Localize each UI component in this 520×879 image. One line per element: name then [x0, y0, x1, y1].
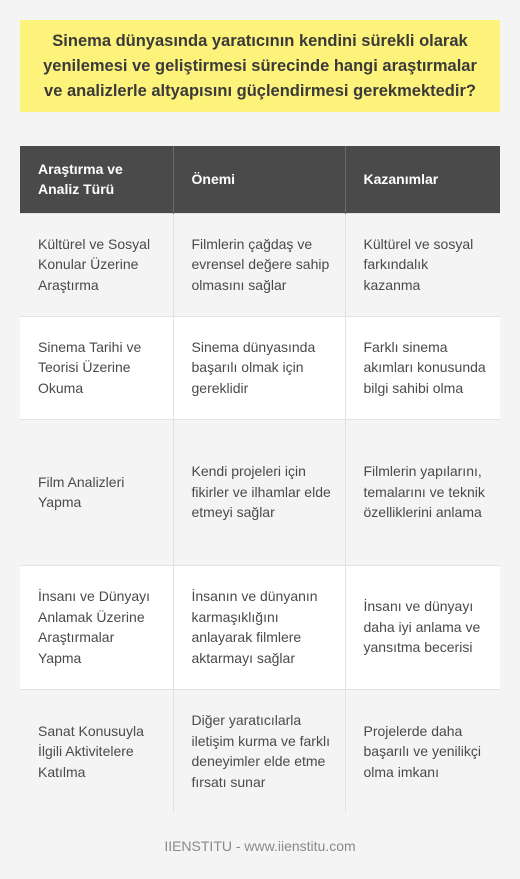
cell-gains: Projelerde daha başarılı ve yenilikçi olma imkanı	[345, 689, 500, 813]
cell-gains: Filmlerin yapılarını, temalarını ve teknik özelliklerini anlama	[345, 419, 500, 565]
page-title-text: Sinema dünyasında yaratıcının kendini sürekli olarak yenilemesi ve geliştirmesi sürecinde hangi araştırmalar ve analizlerle altyapısını güçlendirmesi gerekmektedir?	[43, 31, 477, 100]
page-title	[20, 20, 500, 112]
cell-research-type: İnsanı ve Dünyayı Anlamak Üzerine Araştırmalar Yapma	[20, 565, 173, 689]
cell-importance: Sinema dünyasında başarılı olmak için gereklidir	[173, 316, 345, 419]
cell-importance: Filmlerin çağdaş ve evrensel değere sahip olmasını sağlar	[173, 213, 345, 316]
cell-research-type: Sanat Konusuyla İlgili Aktivitelere Katılma	[20, 689, 173, 813]
cell-gains: Kültürel ve sosyal farkındalık kazanma	[345, 213, 500, 316]
table-row	[20, 689, 500, 813]
footer-credit: IIENSTITU - www.iienstitu.com	[164, 838, 356, 854]
cell-gains: İnsanı ve dünyayı daha iyi anlama ve yansıtma becerisi	[345, 565, 500, 689]
header-gains: Kazanımlar	[345, 146, 500, 213]
header-research-type: Araştırma ve Analiz Türü	[20, 146, 173, 213]
cell-research-type: Kültürel ve Sosyal Konular Üzerine Araştırma	[20, 213, 173, 316]
research-table	[20, 146, 500, 813]
table-row	[20, 213, 500, 316]
table-header-row	[20, 146, 500, 213]
table-row	[20, 316, 500, 419]
table-row	[20, 565, 500, 689]
table-row	[20, 419, 500, 565]
cell-gains: Farklı sinema akımları konusunda bilgi sahibi olma	[345, 316, 500, 419]
header-importance: Önemi	[173, 146, 345, 213]
cell-research-type: Film Analizleri Yapma	[20, 419, 173, 565]
cell-research-type: Sinema Tarihi ve Teorisi Üzerine Okuma	[20, 316, 173, 419]
cell-importance: Kendi projeleri için fikirler ve ilhamlar elde etmeyi sağlar	[173, 419, 345, 565]
cell-importance: Diğer yaratıcılarla iletişim kurma ve farklı deneyimler elde etme fırsatı sunar	[173, 689, 345, 813]
cell-importance: İnsanın ve dünyanın karmaşıklığını anlayarak filmlere aktarmayı sağlar	[173, 565, 345, 689]
